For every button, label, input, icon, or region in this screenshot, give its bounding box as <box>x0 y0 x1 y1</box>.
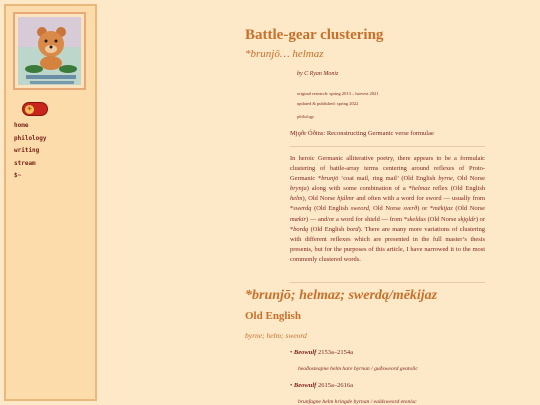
divider <box>290 282 485 283</box>
source-title: Beowulf <box>293 349 317 356</box>
verse-quote: brunfagne helm hringde byrnan / ealdsweord etonisc <box>298 399 417 405</box>
list-item: • Beowulf 2615a–2616a <box>290 382 353 389</box>
subsection-heading: Old English <box>245 310 301 322</box>
divider <box>290 146 485 147</box>
avatar-image <box>18 17 81 85</box>
nav-home[interactable]: home <box>14 122 29 129</box>
source-title: Beowulf <box>293 382 317 389</box>
dates-research: original research: spring 2013 – harvest 2021 <box>297 91 379 96</box>
nav-philology[interactable]: philology <box>14 134 47 142</box>
section-heading: *brunjō; helmaz; swerdą/mēkijaz <box>245 288 438 303</box>
page-subtitle: *brunjō… helmaz <box>245 48 324 60</box>
sun-icon: ☀ <box>26 105 33 113</box>
nav-stream[interactable]: stream <box>14 159 36 167</box>
article-description: Mjǫðr Óðins: Reconstructing Germanic verse formulae <box>290 130 434 137</box>
dates-published: updated & published: spring 2022 <box>297 101 359 106</box>
verse-quote: heaðosteapne helm hare byrnan / guðsweord geatolic <box>298 366 418 372</box>
site-nav <box>14 120 47 183</box>
dates <box>297 89 378 109</box>
gloss: byrne; helm; sweord <box>245 331 307 340</box>
nav-shell[interactable]: $~ <box>14 172 22 179</box>
sidebar <box>4 4 97 401</box>
source-lines: 2153a–2154a <box>317 349 353 356</box>
nav-writing[interactable]: writing <box>14 147 40 154</box>
category-tag[interactable]: philology <box>297 114 314 119</box>
source-lines: 2615a–2616a <box>317 382 353 389</box>
bear-illustration <box>18 17 81 85</box>
list-item: • Beowulf 2153a–2154a <box>290 349 353 356</box>
abstract: In heroic Germanic alliterative poetry, there appears to be a formulaic clustering of battle-array terms centering around reflexes of Proto-Germanic *brunjō ‘coat mail, ring mail’ (Old English byrne, Old Norse brynja) along with some combination of a *helmaz reflex (Old English helm), Old Norse hjálmr and often with a word for sword — usually from *swerdą (Old English sweord, Old Norse sverð) or *mēkijaz (Old Norse mækir) — and/or a word for shield — from *skeldus (Old Norse skjǫldr) or *bordą (Old English bord). There are many more variations of clustering with different reflexes which are presented in the full master’s thesis presents, but for the purposes of this article, I have narrowed it to the most commonly clustered words. <box>290 155 486 263</box>
byline: by C Ryan Moniz <box>297 71 339 77</box>
theme-toggle[interactable] <box>22 102 48 116</box>
page-title: Battle-gear clustering <box>245 27 384 43</box>
avatar <box>13 12 86 90</box>
